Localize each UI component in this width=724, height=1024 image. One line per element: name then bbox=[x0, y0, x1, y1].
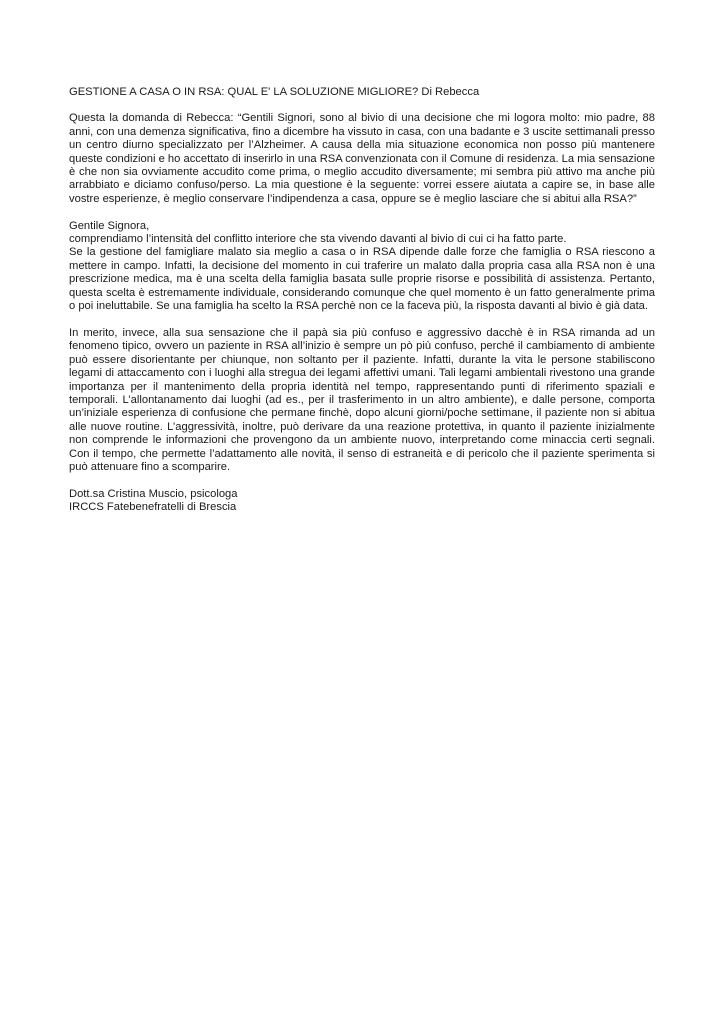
answer-intro-block bbox=[69, 220, 655, 314]
document-page bbox=[69, 86, 655, 528]
answer-paragraph-1: Se la gestione del famigliare malato sia meglio a casa o in RSA dipende dalle forze che famiglia o RSA riescono a mettere in campo. Infatti, la decisione del momento in cui traferire un malato dalla propria casa alla RSA non è una prescrizione medica, ma è una scelta della famiglia basata sulle proprie risorse e possibilità di assistenza. Pertanto, questa scelta è estremamente individuale, considerando comunque che quel momento è un fatto generalmente prima o poi ineluttabile. Se una famiglia ha scelto la RSA perchè non ce la faceva più, la risposta davanti al bivio è già data. bbox=[69, 246, 655, 313]
answer-paragraph-2: In merito, invece, alla sua sensazione che il papà sia più confuso e aggressivo dacchè è in RSA rimanda ad un fenomeno tipico, ovvero un paziente in RSA all’inizio è sempre un pò più confuso, perché il cambiamento di ambiente può essere disorientante per chiunque, non soltanto per il paziente. Infatti, durante la vita le persone stabiliscono legami di attaccamento con i luoghi alla stregua dei legami affettivi umani. Tali legami ambientali rivestono una grande importanza per il mantenimento della propria identità nel tempo, rappresentando punti di riferimento spaziali e temporali. L’allontanamento dai luoghi (ad es., per il trasferimento in un altro ambiente), e dalle persone, comporta un’iniziale esperienza di confusione che permane finchè, dopo alcuni giorni/poche settimane, il paziente non si abitua alle nuove routine. L’aggressività, inoltre, può derivare da una reazione protettiva, in quanto il paziente inizialmente non comprende le informazioni che provengono da un ambiente nuovo, interpretando come minaccia certi segnali. Con il tempo, che permette l’adattamento alle novità, il senso di estraneità e di pericolo che il paziente sperimenta si può attenuare fino a scomparire. bbox=[69, 326, 655, 473]
document-title: GESTIONE A CASA O IN RSA: QUAL E' LA SOLUZIONE MIGLIORE? Di Rebecca bbox=[69, 86, 480, 98]
salutation: Gentile Signora, bbox=[69, 219, 150, 232]
answer-intro: comprendiamo l’intensità del conflitto interiore che sta vivendo davanti al bivio di cui ci ha fatto parte. bbox=[69, 233, 567, 246]
signature-name: Dott.sa Cristina Muscio, psicologa bbox=[69, 487, 238, 500]
signature-block bbox=[69, 488, 655, 515]
question-paragraph: Questa la domanda di Rebecca: “Gentili Signori, sono al bivio di una decisione che mi logora molto: mio padre, 88 anni, con una demenza significativa, fino a dicembre ha vissuto in casa, con una badante e 3 uscite settimanali presso un centro diurno specializzato per l’Alzheimer. A causa della mia situazione economica non posso più mantenere queste condizioni e ho accettato di inserirlo in una RSA convenzionata con il Comune di residenza. La mia sensazione è che non sia ovviamente accudito come prima, o meglio accudito diversamente; mi sembra più attivo ma anche più arrabbiato e diciamo confuso/perso. La mia questione è la seguente: vorrei essere aiutata a capire se, in base alle vostre esperienze, è meglio conservare l’indipendenza a casa, oppure se è meglio lasciare che si abitui alla RSA?” bbox=[69, 112, 655, 205]
signature-institution: IRCCS Fatebenefratelli di Brescia bbox=[69, 501, 237, 514]
